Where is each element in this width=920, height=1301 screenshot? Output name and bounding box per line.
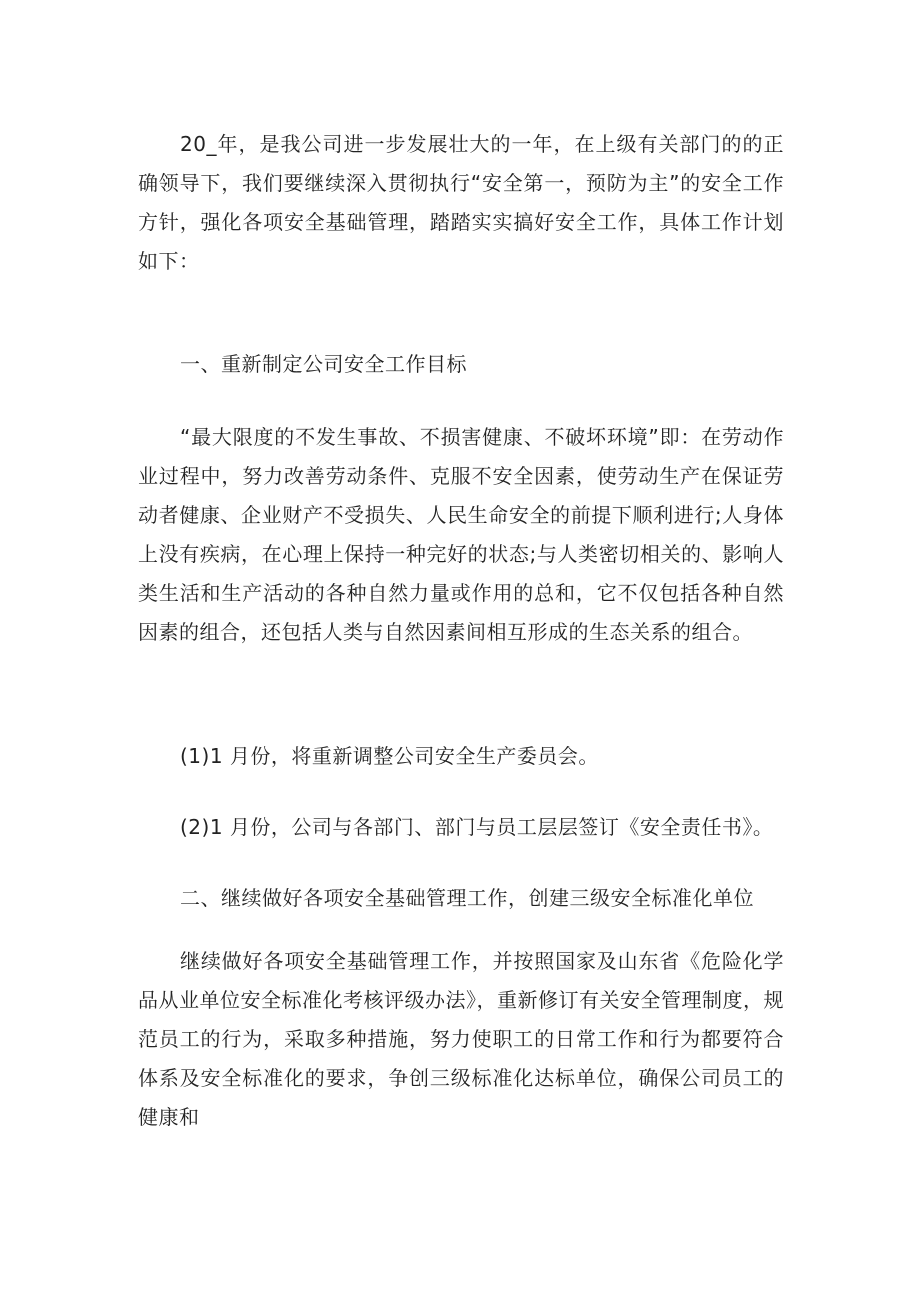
section-heading-1: 一、重新制定公司安全工作目标	[180, 352, 467, 376]
list-item-2: (2)1 月份，公司与各部门、部门与员工层层签订《安全责任书》。	[180, 815, 774, 839]
section-heading-2: 二、继续做好各项安全基础管理工作，创建三级安全标准化单位	[180, 886, 754, 910]
intro-paragraph: 20_年，是我公司进一步发展壮大的一年，在上级有关部门的的正确领导下，我们要继续深入贯彻执行“安全第一，预防为主”的安全工作方针，强化各项安全基础管理，踏踏实实搞好安全工作，具体工作计划如下：	[138, 132, 784, 273]
goal-paragraph: “最大限度的不发生事故、不损害健康、不破坏环境”即：在劳动作业过程中，努力改善劳动条件、克服不安全因素，使劳动生产在保证劳动者健康、企业财产不受损失、人民生命安全的前提下顺利进行;人身体上没有疾病，在心理上保持一种完好的状态;与人类密切相关的、影响人类生活和生产活动的各种自然力量或作用的总和，它不仅包括各种自然因素的组合，还包括人类与自然因素间相互形成的生态关系的组合。	[138, 425, 784, 644]
list-item-1: (1)1 月份，将重新调整公司安全生产委员会。	[180, 744, 599, 768]
management-paragraph: 继续做好各项安全基础管理工作，并按照国家及山东省《危险化学品从业单位安全标准化考核评级办法》，重新修订有关安全管理制度，规范员工的行为，采取多种措施，努力使职工的日常工作和行为都要符合体系及安全标准化的要求，争创三级标准化达标单位，确保公司员工的健康和	[138, 949, 784, 1129]
